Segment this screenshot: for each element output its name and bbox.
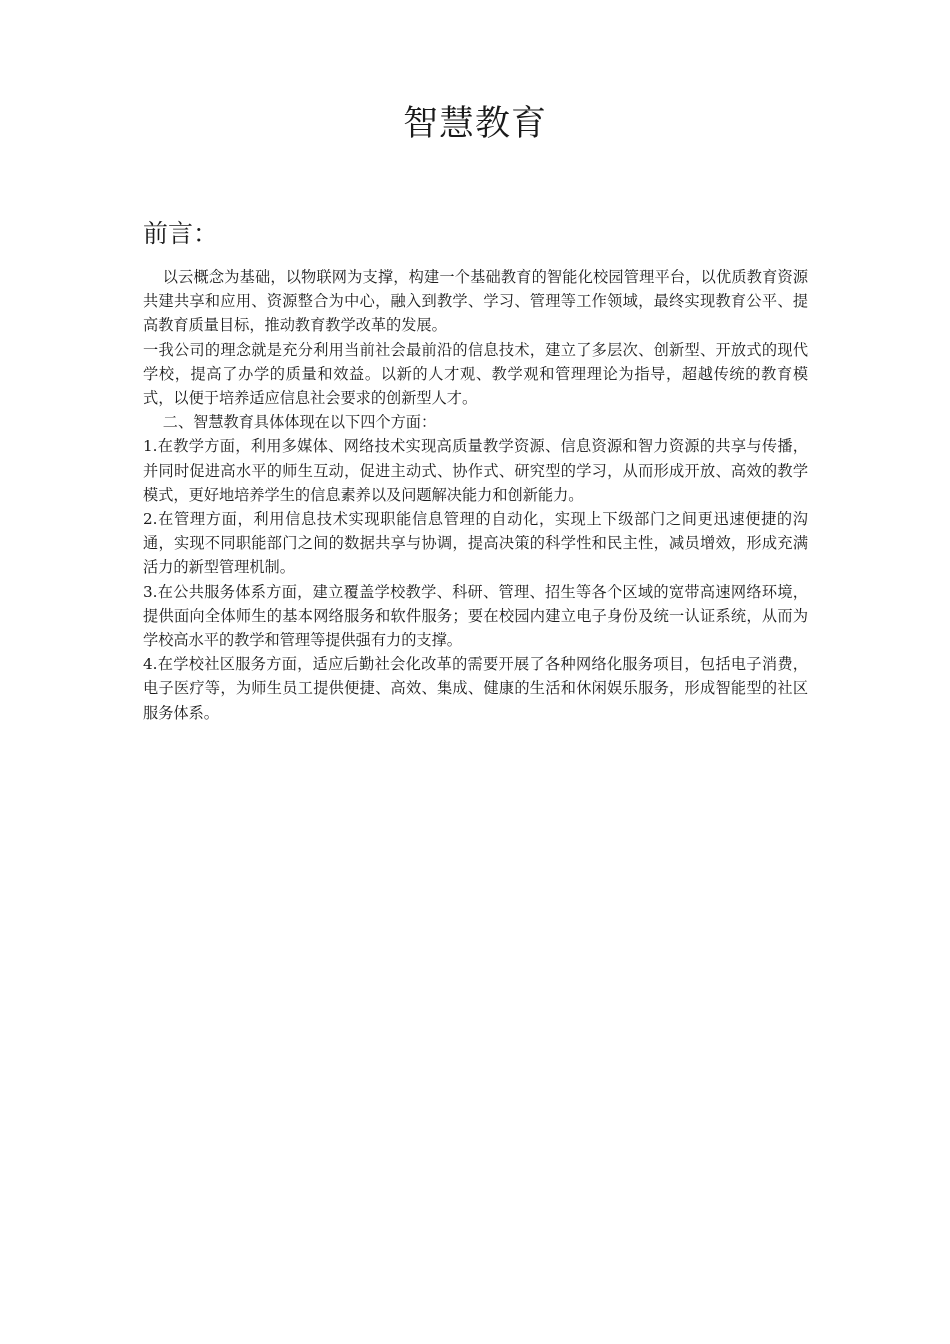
document-title: 智慧教育 <box>402 104 547 144</box>
paragraph-public-service: 3.在公共服务体系方面，建立覆盖学校教学、科研、管理、招生等各个区域的宽带高速网络环境，提供面向全体师生的基本网络服务和软件服务；要在校园内建立电子身份及统一认证系统，从而为学校高水平的教学和管理等提供强有力的支撑。 <box>143 582 808 650</box>
document-body <box>143 265 808 725</box>
paragraph-four-aspects-heading: 二、智慧教育具体体现在以下四个方面： <box>162 413 437 432</box>
paragraph-intro: 以云概念为基础，以物联网为支撑，构建一个基础教育的智能化校园管理平台，以优质教育资源共建共享和应用、资源整合为中心，融入到教学、学习、管理等工作领域，最终实现教育公平、提高教育质量目标，推动教育教学改革的发展。 <box>143 268 808 335</box>
paragraph-company-philosophy: 一我公司的理念就是充分利用当前社会最前沿的信息技术，建立了多层次、创新型、开放式的现代学校，提高了办学的质量和效益。以新的人才观、教学观和管理理论为指导，超越传统的教育模式，以便于培养适应信息社会要求的创新型人才。 <box>143 340 808 408</box>
paragraph-teaching: 1.在教学方面，利用多媒体、网络技术实现高质量教学资源、信息资源和智力资源的共享与传播，并同时促进高水平的师生互动，促进主动式、协作式、研究型的学习，从而形成开放、高效的教学模式，更好地培养学生的信息素养以及问题解决能力和创新能力。 <box>143 437 808 504</box>
paragraph-management: 2.在管理方面，利用信息技术实现职能信息管理的自动化，实现上下级部门之间更迅速便捷的沟通，实现不同职能部门之间的数据共享与协调，提高决策的科学性和民主性，减员增效，形成充满活力的新型管理机制。 <box>143 510 808 577</box>
paragraph-community-service: 4.在学校社区服务方面，适应后勤社会化改革的需要开展了各种网络化服务项目，包括电子消费，电子医疗等，为师生员工提供便捷、高效、集成、健康的生活和休闲娱乐服务，形成智能型的社区服务体系。 <box>143 655 808 722</box>
preface-heading: 前言： <box>143 219 219 248</box>
